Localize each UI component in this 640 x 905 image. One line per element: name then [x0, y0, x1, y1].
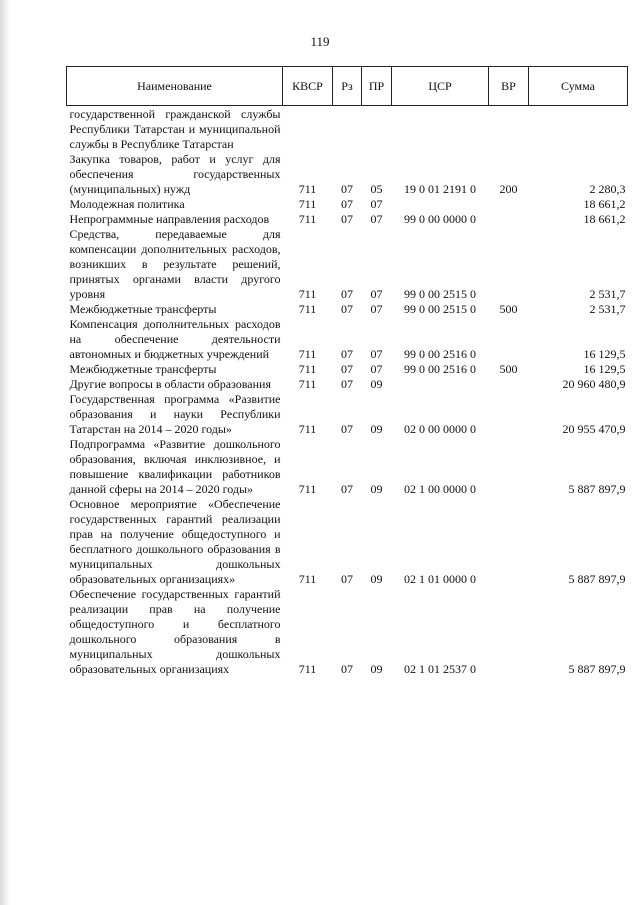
row-sum: 5 887 897,9: [568, 662, 626, 676]
header-name: Наименование: [67, 67, 283, 106]
header-sum: Сумма: [529, 67, 628, 106]
row-pr: 09: [370, 572, 383, 586]
row-rz: 07: [341, 197, 353, 211]
budget-table: [66, 66, 628, 677]
row-csr: 99 0 00 2516 0: [404, 362, 476, 376]
row-vr: 500: [499, 362, 518, 376]
table-row: [67, 302, 628, 317]
table-row: [67, 497, 628, 587]
row-kvsr: 711: [298, 362, 317, 376]
table-row: [67, 362, 628, 377]
row-csr: 99 0 00 0000 0: [404, 212, 476, 226]
row-sum: 18 661,2: [583, 197, 626, 211]
row-pr: [362, 106, 392, 153]
row-sum: 16 129,5: [583, 347, 626, 361]
table-row: [67, 392, 628, 437]
row-name: Обеспечение государственных гарантий реализации прав на получение общедоступного и бесплатного дошкольного образования в муниципальных дошкольных образовательных организациях: [69, 587, 281, 676]
row-name: Компенсация дополнительных расходов на обеспечение деятельности автономных и бюджетных учреждений: [69, 317, 281, 361]
row-name: Государственная программа «Развитие образования и науки Республики Татарстан на 2014 – 2020 годы»: [69, 392, 281, 436]
row-rz: 07: [341, 302, 353, 316]
row-csr: [392, 106, 489, 153]
row-sum: [529, 106, 628, 153]
row-csr: 02 1 00 0000 0: [404, 482, 476, 496]
row-sum: 2 531,7: [589, 302, 626, 316]
row-kvsr: 711: [298, 287, 317, 301]
row-rz: 07: [341, 662, 353, 676]
row-rz: 07: [341, 377, 353, 391]
row-kvsr: 711: [298, 197, 317, 211]
row-pr: 09: [370, 662, 383, 676]
row-pr: 09: [370, 482, 383, 496]
row-sum: 5 887 897,9: [568, 572, 626, 586]
header-pr: ПР: [362, 67, 392, 106]
table-row: [67, 106, 628, 153]
row-sum: 18 661,2: [583, 212, 626, 226]
row-name: Закупка товаров, работ и услуг для обеспечения государственных (муниципальных) нужд: [69, 152, 281, 196]
row-name: Молодежная политика: [69, 197, 185, 211]
row-name: Основное мероприятие «Обеспечение государственных гарантий реализации прав на получение общедоступного и бесплатного дошкольного образования в муниципальных дошкольных образовательных организациях»: [69, 497, 281, 586]
row-name: Другие вопросы в области образования: [69, 377, 271, 391]
row-csr: 99 0 00 2515 0: [404, 287, 476, 301]
row-kvsr: 711: [298, 662, 317, 676]
row-pr: 07: [370, 302, 383, 316]
row-pr: 07: [370, 287, 383, 301]
row-csr: 02 1 01 0000 0: [404, 572, 476, 586]
row-sum: 20 960 480,9: [562, 377, 626, 391]
row-rz: 07: [341, 347, 353, 361]
row-rz: 07: [341, 422, 353, 436]
row-sum: 2 280,3: [589, 182, 626, 196]
header-rz: Рз: [333, 67, 362, 106]
row-rz: 07: [341, 182, 353, 196]
row-pr: 07: [370, 212, 383, 226]
row-pr: 07: [370, 362, 383, 376]
row-vr: 200: [499, 182, 518, 196]
table-row: [67, 377, 628, 392]
header-vr: ВР: [489, 67, 529, 106]
header-kvsr: КВСР: [283, 67, 333, 106]
table-row: [67, 317, 628, 362]
row-vr: [489, 392, 529, 437]
row-kvsr: 711: [298, 347, 317, 361]
row-pr: 05: [370, 182, 383, 196]
table-row: [67, 437, 628, 497]
table-header-row: [67, 67, 628, 106]
row-vr: [489, 197, 529, 212]
row-csr: 99 0 00 2515 0: [404, 302, 476, 316]
table-row: [67, 152, 628, 197]
row-kvsr: 711: [298, 302, 317, 316]
row-kvsr: 711: [298, 482, 317, 496]
row-name: Средства, передаваемые для компенсации дополнительных расходов, возникших в результате решений, принятых органами власти другого уровня: [69, 227, 281, 301]
row-name: Непрограммные направления расходов: [69, 212, 270, 226]
row-sum: 16 129,5: [583, 362, 626, 376]
row-rz: [333, 106, 362, 153]
row-rz: 07: [341, 287, 353, 301]
row-sum: 5 887 897,9: [568, 482, 626, 496]
row-rz: 07: [341, 212, 353, 226]
row-vr: [489, 227, 529, 302]
row-kvsr: 711: [298, 212, 317, 226]
row-pr: 07: [370, 197, 383, 211]
header-csr: ЦСР: [392, 67, 489, 106]
row-csr: 99 0 00 2516 0: [404, 347, 476, 361]
row-csr: 02 0 00 0000 0: [404, 422, 476, 436]
row-kvsr: 711: [298, 422, 317, 436]
row-kvsr: [283, 106, 333, 153]
row-name: Межбюджетные трансферты: [69, 362, 217, 376]
row-vr: 500: [499, 302, 518, 316]
table-row: [67, 227, 628, 302]
table-row: [67, 197, 628, 212]
row-csr: [392, 197, 489, 212]
row-csr: 19 0 01 2191 0: [404, 182, 476, 196]
row-vr: [489, 377, 529, 392]
row-csr: 02 1 01 2537 0: [404, 662, 476, 676]
table-row: [67, 212, 628, 227]
page-number: 119: [310, 34, 330, 49]
row-rz: 07: [341, 362, 353, 376]
row-vr: [489, 587, 529, 677]
row-sum: 2 531,7: [589, 287, 626, 301]
row-kvsr: 711: [298, 572, 317, 586]
scan-edge: [0, 0, 10, 905]
row-vr: [489, 212, 529, 227]
row-pr: 09: [370, 422, 383, 436]
row-pr: 09: [370, 377, 383, 391]
row-kvsr: 711: [298, 182, 317, 196]
row-rz: 07: [341, 572, 353, 586]
row-vr: [489, 106, 529, 153]
row-name: государственной гражданской службы Республики Татарстан и муниципальной службы в Республике Татарстан: [69, 107, 281, 151]
row-vr: [489, 317, 529, 362]
row-csr: [392, 377, 489, 392]
row-sum: 20 955 470,9: [562, 422, 626, 436]
row-kvsr: 711: [298, 377, 317, 391]
row-vr: [489, 437, 529, 497]
row-vr: [489, 497, 529, 587]
row-name: Подпрограмма «Развитие дошкольного образования, включая инклюзивное, и повышение квалификации работников данной сферы на 2014 – 2020 годы»: [69, 437, 281, 496]
row-pr: 07: [370, 347, 383, 361]
row-rz: 07: [341, 482, 353, 496]
row-name: Межбюджетные трансферты: [69, 302, 217, 316]
table-row: [67, 587, 628, 677]
